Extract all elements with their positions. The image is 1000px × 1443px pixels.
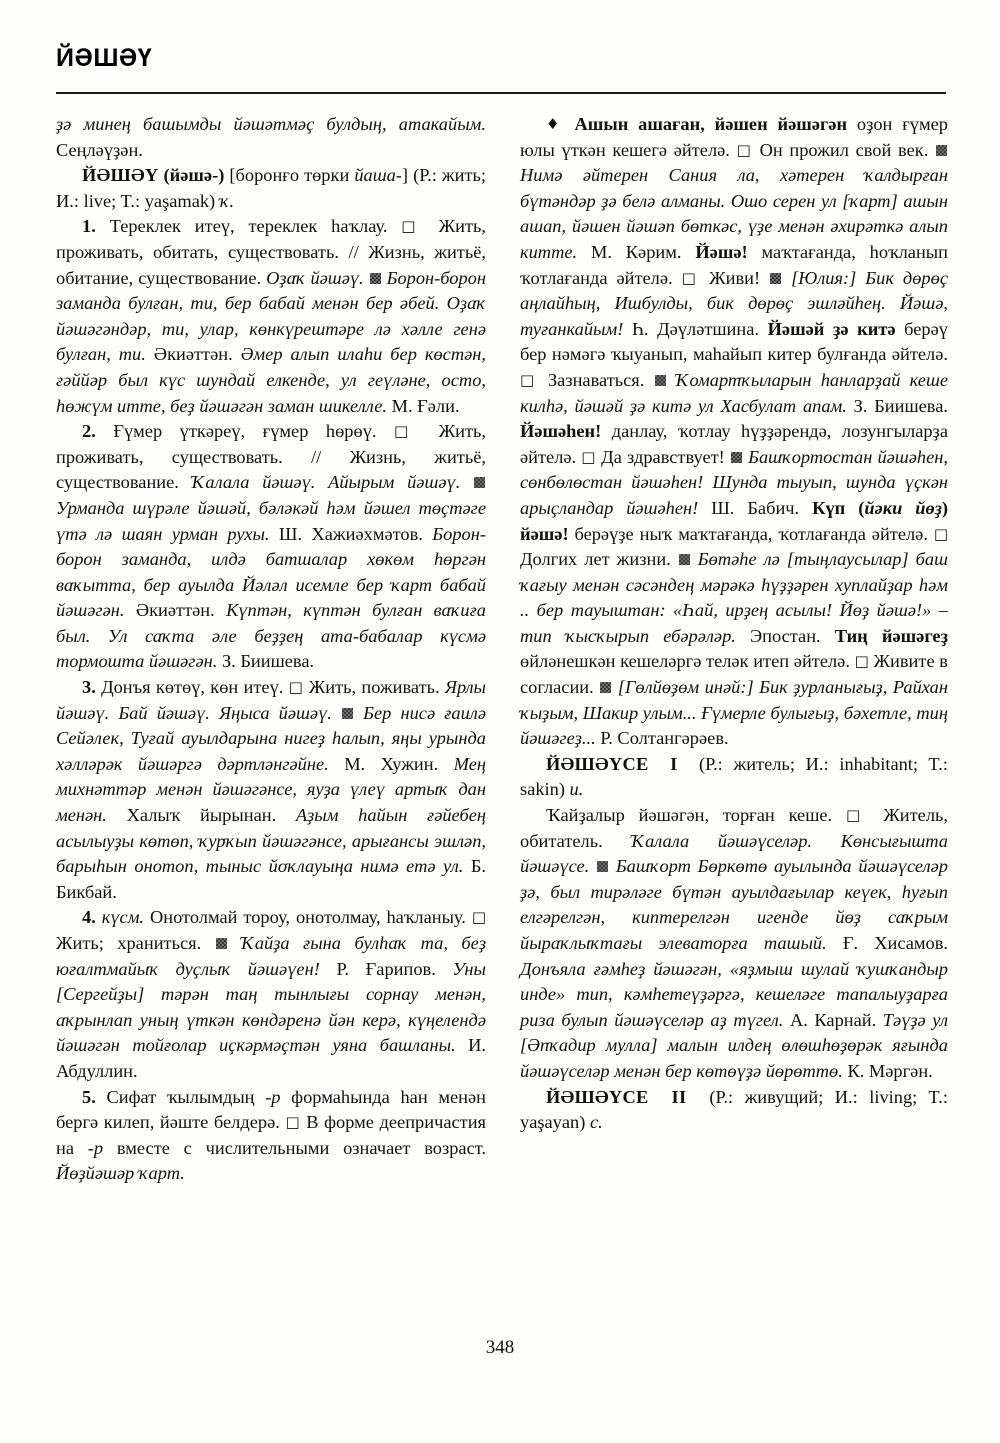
sense-russian-gloss-2: вместе с числительными означает возраст. [103,1137,487,1158]
headword-yashau: ЙӘШӘҮ [82,165,159,186]
citation-source-3: К. Мәргән. [847,1060,933,1081]
citation-source-3: З. Биишева. [221,651,315,672]
yashause-1-definition [520,803,948,1085]
open-square-icon: □ [681,268,701,287]
citation-source: Р. Ғарипов. [336,958,453,979]
citation-square-icon [370,273,381,284]
homonym-number: II [671,1086,687,1107]
headword-stem: (йәшә-) [163,165,225,186]
citation-text: Башҡорт Бөркөтө ауылында йәшәүселәр ҙә, был тирәләге бүтән ауылдағылар кеүек, һуғып елгәрелгән, киптерелгән игенде йөҙ саҡрым йыраҡлыҡтағы элеваторға ташый. [520,856,948,953]
continuation-source: Сеңләүҙән. [56,139,143,160]
citation-source: З. Биишева. [853,395,948,416]
translations-line: (Р.: житель; И.: inhabitant; T.: sakin) [520,753,948,800]
open-square-icon: □ [288,678,304,697]
phrase-russian-gloss: Живите в согласии. [520,651,948,698]
citation-square-icon [679,554,690,565]
sense-definition: Онотолмай тороу, онотолмау, һаҡланыу. [144,907,472,928]
citation-source: М. Кәрим. [590,241,682,262]
page-number: 348 [485,1337,515,1358]
phrase-definition: өйләнешкән кешеләргә теләк итеп әйтелә. [520,651,855,672]
citation-text-2: Борон-борон заманда, илдә батшалар хөкөм һөргән ваҡытта, бер ауылда Йәләл исемле бер ҡарт бабай йәшәгән. [56,523,486,621]
open-square-icon: □ [933,524,948,543]
double-slash: // [348,241,369,262]
open-square-icon: □ [285,1113,301,1132]
sense-4 [56,905,486,1084]
citation-source-3: Б. Бикбай. [56,856,486,902]
entry-yashau [56,163,486,214]
sense-number: 5. [82,1086,96,1107]
citation-text-3: Тәүҙә ул [Әпҡадир мулла] малын илдең өлөшһөҙөрәк яғында йәшәүселәр менән бер көтөүҙә йөрөттө. [520,1009,948,1081]
sense-russian-gloss: Жить, проживать, существовать. [56,421,486,467]
affix-form-2: -р [87,1137,104,1158]
sense-definition: Тереклек итеү, тереклек һаҡлау. [95,216,402,237]
citation-text: Ҡайҙа ғына булһаҡ та, беҙ юғалтмайыҡ дуҫлыҡ йәшәүен! [56,933,486,979]
sense-5 [56,1085,486,1187]
phrase-text-b: ) йәшә! [520,497,948,544]
sense-definition: Ҡайҙалыр йәшәгән, торған кеше. [546,805,846,826]
entry-yashause-2 [520,1085,948,1136]
sense-example: Йөҙйәшәр ҡарт. [56,1163,185,1184]
citation-text: Нимә әйтерен Сания ла, хәтерен ҡалдырған бүтәндәр ҙә белә алманы. Ошо серен ул [ҡарт] ашын ашап, йәшен йәшәп бөткәс, үҙе менән әхирәткә алып китте. [520,165,948,262]
open-square-icon: □ [471,908,486,927]
citation-source-2: Халыҡ йырынан. [126,805,296,826]
etymology-plain: боронғо төрки [235,165,355,186]
phrase-definition: берәүҙе ныҡ маҡтағанда, ҡотлағанда әйтелә. [568,523,934,544]
phrase-text-variant: йәки йөҙ [864,497,942,518]
phrase-1 [520,112,948,752]
citation-square-icon [655,375,666,386]
etymology-italic: йаша- [354,165,402,186]
phrase-text: Йәшәй ҙә китә [767,318,896,339]
phrase-text: Ашын ашаған, йәшен йәшәгән [574,114,848,134]
sense-russian-gloss: Жить, проживать, обитать, существовать. [56,216,486,262]
citation-square-icon [597,861,608,872]
diamond-icon: ♦ [546,115,565,133]
citation-square-icon [770,273,781,284]
open-square-icon: □ [581,447,597,466]
sense-definition: Сифат ҡылымдың [95,1086,266,1107]
sense-russian-gloss: Жить; храниться. [56,933,215,953]
citation-text: [Юлия:] Бик дөрөҫ аңлайһың, Ишбулды, бик дөрөҫ эшләйһең. Йәшә, туғанкайым! [520,267,948,339]
translations-line: (Р.: жить; И.: live; T.: yaşamak) [56,165,486,211]
sense-example: Ярлы йәшәү. Бай йәшәү. Яңыса йәшәү. [56,677,486,723]
sense-russian-gloss: В форме деепричастия на [56,1112,486,1158]
sense-definition-2: формаһында һан менән бергә килеп, йәште белдерә. [56,1086,486,1133]
citation-text: Бер нисә ғаилә Сейәлек, Туғай ауылдарына нигеҙ һалып, яңы урында хәлләрәк йәшәргә дәртләнгәйне. [56,702,486,774]
headword-yashause-2: ЙӘШӘҮСЕ [546,1086,649,1107]
sense-usage-label: күсм. [101,907,145,928]
citation-square-icon [216,938,227,949]
phrase-russian-gloss: Да здравствует! [596,446,730,467]
citation-text: [Гөлйөҙөм инәй:] Бик ҙурланығыҙ, Райхан ҡыҙым, Шакир улым... Ғүмерле булығыҙ, бәхетле, тиң йәшәгеҙ... [520,677,948,749]
entry-yashause-1 [520,752,948,803]
phrase-definition: данлау, ҡотлау һүҙҙәрендә, лозунгыларҙа әйтелә. [520,421,948,467]
citation-text-2: Уны [Сергейҙы] тәрән таң тынлығы сорнау менән, аҡрынлап уның үткән көндәренә йән керә, күңелендә йәшәгән тойғолар иҫкәрмәҫтән уяна башланы. [56,958,486,1056]
part-of-speech: и. [569,779,584,800]
citation-square-icon [600,682,611,693]
phrase-russian-gloss: Зазнаваться. [538,369,654,390]
sense-3 [56,675,486,905]
sense-definition: Донъя көтөү, көн итеү. [95,677,289,698]
open-square-icon: □ [854,652,869,671]
left-column [56,112,486,1187]
phrase-text: Йәшә! [695,241,748,262]
phrase-definition: оҙон ғүмер юлы үткән кешегә әйтелә. [520,114,948,160]
sense-number: 3. [82,677,96,698]
citation-text: Урманда шүрәле йәшәй, бәләкәй һәм йәшел төҫтәге үтә лә шаян урман рухы. [56,497,486,544]
citation-text-2: Донъяла ғәмһеҙ йәшәгән, «яҙмыш шулай ҡушҡандыр инде» тип, кәмһетеүҙәргә, кешеләге тапалыуҙарға риза булып йәшәүселәр аҙ түгел. [520,958,948,1030]
citation-text: Башҡортостан йәшәһен, сөнбөлөстан йәшәһен! Шунда тыуып, шунда үҫкән арыҫландар йәшәһен! [520,446,948,518]
open-square-icon: □ [736,140,753,159]
sense-number: 4. [82,907,96,928]
sense-russian-gloss: Жить, поживать. [303,677,445,698]
citation-source: Һ. Дәүләтшина. [631,318,759,339]
citation-source-2: И. Абдуллин. [56,1035,486,1081]
translations-line: (Р.: живущий; И.: living; T.: yaşayan) [520,1086,948,1133]
sense-definition: Ғүмер үткәреү, ғүмер һөрөү. [95,421,395,442]
phrase-russian-gloss: Он прожил свой век. [752,139,936,160]
phrase-definition: маҡтағанда, һоҡланып ҡотлағанда әйтелә. [520,241,948,288]
citation-source: М. Хужин. [344,753,454,774]
citation-source: Әкиәттән. [153,344,241,365]
headword-yashause-1: ЙӘШӘҮСЕ [546,753,649,774]
citation-square-icon [936,145,947,156]
citation-text: Бөтәһе лә [тыңлаусылар] баш ҡағыу менән сәсәндең мәрәкә һүҙҙәрен хуплайҙар һәм .. бер тауыштан: «Һай, ирҙең асылы! Йөҙ йәшә!» – тип ҡысҡырып ебәрәләр. [520,549,948,646]
sense-number: 1. [82,216,96,237]
open-square-icon: □ [394,422,422,441]
part-of-speech: ҡ. [219,190,235,211]
citation-source: Ғ. Хисамов. [842,933,948,953]
open-square-icon: □ [401,217,425,236]
citation-source: Ш. Бабич. [711,497,800,518]
citation-source: Эпостан. [749,625,821,646]
citation-text: Борон-борон заманда булған, ти, бер бабай менән бер әбей. Оҙаҡ йәшәгәндәр, ти, улар, көнкүрештәре лә хәлле генә булған, ти. [56,267,486,365]
continuation-paragraph [56,112,486,163]
etymology-open: [ [229,165,236,186]
citation-source: Р. Солтангәрәев. [600,728,729,749]
sense-example: Оҙаҡ йәшәү. [266,267,369,288]
phrase-text: Тиң йәшәгеҙ [834,625,948,646]
sense-example: Ҡалала йәшәү. Айырым йәшәү. [191,472,473,493]
phrase-russian-gloss: Живи! [700,267,770,288]
sense-example: Ҡалала йәшәүселәр. Көнсығышта йәшәүсе. [520,830,948,877]
citation-source-2: М. Ғәли. [391,395,460,416]
citation-source-2: А. Карнай. [789,1009,883,1030]
sense-1 [56,214,486,419]
sense-2 [56,419,486,675]
citation-text: Ҡомартҡыларын һанларҙай кеше килһә, йәшәй ҙә китә ул Хасбулат апам. [520,369,948,416]
sense-russian-gloss: Житель, обитатель. [520,805,948,851]
homonym-number: I [670,753,678,774]
citation-text-3: Аҙым һайын ғәйебең асылыуҙы көтөп, ҡурҡып йәшәгәнсе, арығансы эшләп, барыһын онотоп, тыныс йоҡлауыңа нимә етә ул. [56,805,487,877]
header-rule [56,92,946,94]
citation-square-icon [474,477,485,488]
phrase-text-a: Күп ( [812,497,865,518]
citation-source-2: Әкиәттән. [135,600,227,621]
phrase-text: Йәшәһен! [520,421,602,442]
double-slash: // [311,446,350,467]
right-column [520,112,948,1136]
citation-square-icon [731,452,742,463]
citation-source: Ш. Хажиәхмәтов. [278,523,433,544]
etymology-close: ] [401,165,409,186]
citation-square-icon [342,708,353,719]
phrase-russian-gloss: Долгих лет жизни. [520,549,678,570]
running-head: ЙӘШӘҮ [56,44,153,72]
citation-text-2: Мең михнәттәр менән йәшәгәнсе, яуҙа үлеү артыҡ дан менән. [56,753,486,826]
continuation-italic: ҙә минең башымды йәшәтмәҫ булдың, атакайым. [56,114,486,134]
open-square-icon: □ [846,806,870,825]
sense-russian-gloss-2: Жизнь, житьё, обитание, существование. [56,241,486,288]
sense-number: 2. [82,421,96,442]
open-square-icon: □ [520,370,539,389]
citation-text-2: Әмер алып илаһи бер көстән, ғәййәр был күс шундай елкенде, ул геүләне, осто, һөжүм итте, беҙ йәшәгән заман шикелле. [56,344,486,416]
citation-text-3: Күптән, күптән булған ваҡиға был. Ул саҡта әле беҙҙең ата-бабалар күсмә тормошта йәшәгән. [56,600,486,672]
affix-form: -р [265,1086,281,1107]
phrase-definition: берәү бер нәмәгә ҡыуанып, маһайып китер булғанда әйтелә. [520,318,948,365]
sense-russian-gloss-2: Жизнь, житьё, существование. [56,446,486,493]
part-of-speech: с. [589,1112,603,1133]
